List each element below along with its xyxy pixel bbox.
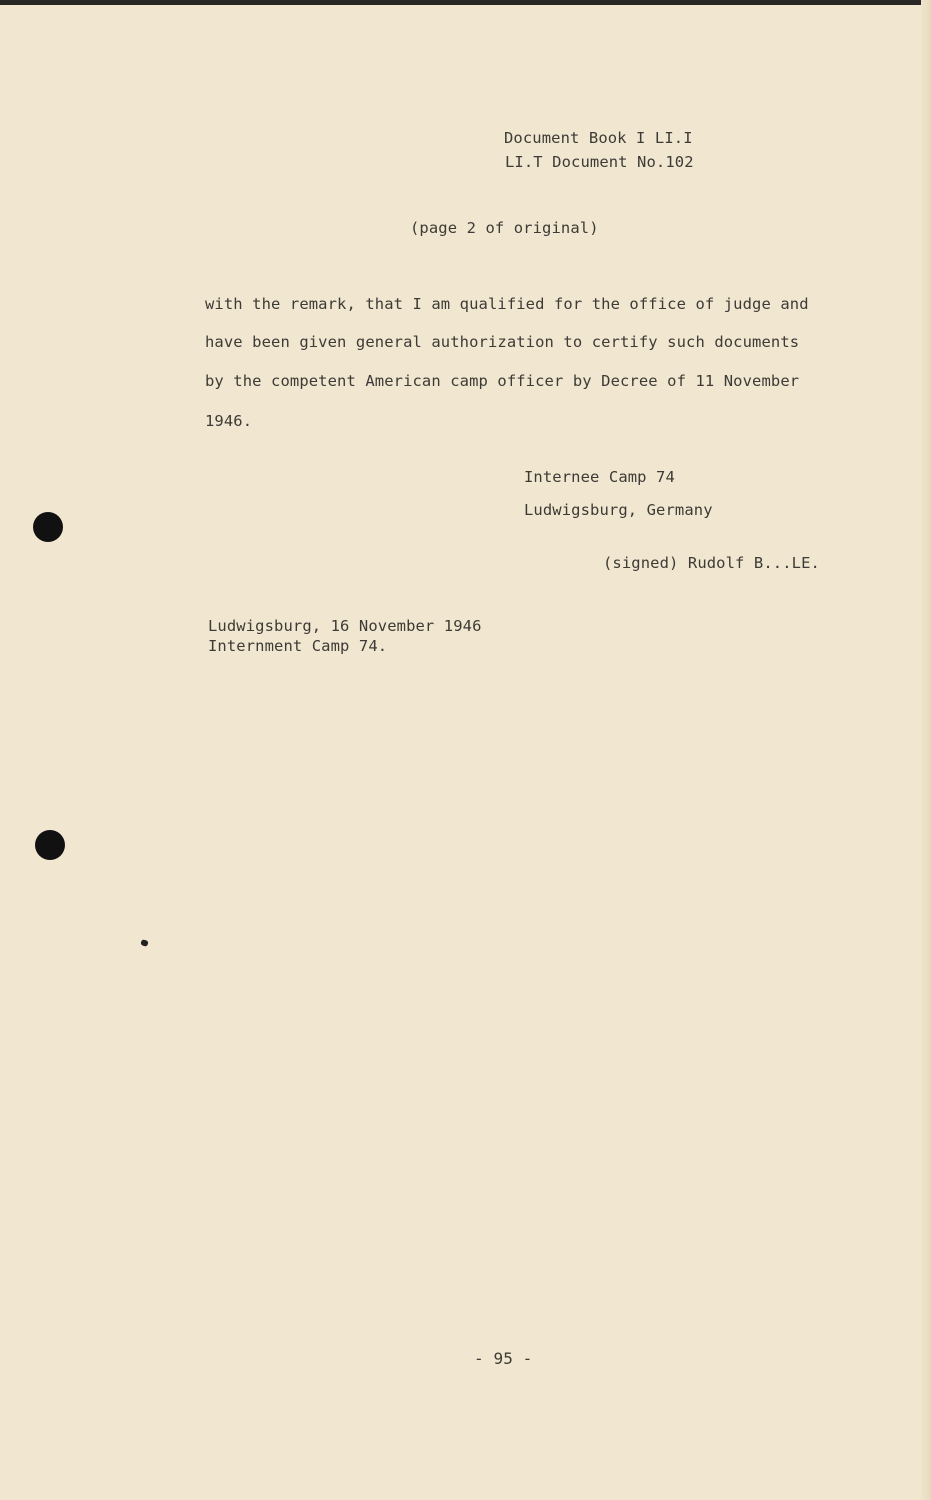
signature-line: (signed) Rudolf B...LE.	[603, 554, 820, 572]
body-line: by the competent American camp officer by Decree of 11 November	[205, 372, 800, 390]
place-camp: Internee Camp 74	[524, 468, 675, 486]
camp-line: Internment Camp 74.	[208, 637, 388, 655]
body-line: with the remark, that I am qualified for the office of judge and	[205, 295, 809, 313]
ink-speck	[140, 939, 149, 947]
punch-hole-upper	[33, 512, 63, 542]
page-number: - 95 -	[474, 1349, 533, 1368]
body-line: 1946.	[205, 412, 253, 430]
punch-hole-lower	[35, 830, 65, 860]
document-number: LI.T Document No.102	[505, 153, 694, 171]
page-note: (page 2 of original)	[410, 219, 599, 237]
place-city: Ludwigsburg, Germany	[524, 501, 713, 519]
body-line: have been given general authorization to certify such documents	[205, 333, 800, 351]
document-book-reference: Document Book I LI.I	[504, 129, 693, 147]
page-right-edge	[921, 0, 931, 1500]
page-top-edge	[0, 0, 931, 5]
date-line: Ludwigsburg, 16 November 1946	[208, 617, 482, 635]
